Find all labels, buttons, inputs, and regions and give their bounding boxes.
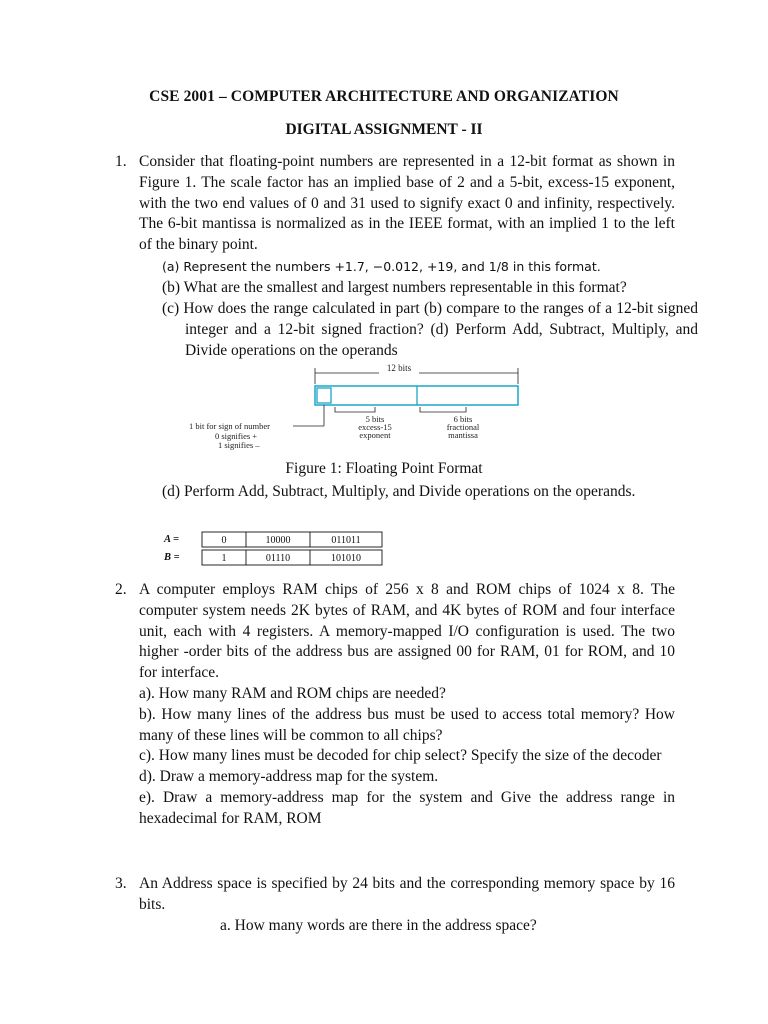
question-2-intro: A computer employs RAM chips of 256 x 8 and ROM chips of 1024 x 8. The computer system needs 2K bytes of RAM, and 4K bytes of ROM and four interface unit, each with 4 registers. A memory-mapped I/O configuration is used. The two higher -order bits of the address bus are assigned 00 for RAM, 01 for ROM, and 10 for interface. [139,581,675,682]
operand-b-exponent: 01110 [265,553,291,564]
question-2-part-e: e). Draw a memory-address map for the system and Give the address range in hexadecimal for RAM, ROM [139,788,675,827]
operand-table [160,530,385,566]
document-title: CSE 2001 – COMPUTER ARCHITECTURE AND ORGANIZATION [149,88,619,105]
question-2-part-d: d). Draw a memory-address map for the system. [139,768,439,786]
operand-a-label: A = [164,534,180,545]
question-1 [115,152,675,256]
operand-a-exponent: 10000 [265,535,291,546]
figure-1-caption: Figure 1: Floating Point Format [285,460,483,477]
mantissa-label-name: mantissa [448,430,478,440]
operand-b-label: B = [164,552,180,563]
question-2 [115,580,675,830]
total-bits-label: 12 bits [386,363,412,373]
question-1-part-d: (d) Perform Add, Subtract, Multiply, and Divide operations on the operands. [162,483,636,500]
mantissa-label-fractional: fractional [446,422,480,432]
question-1-part-c: (c) How does the range calculated in part (b) compare to the ranges of a 12-bit signed integer and a 12-bit signed fraction? (d) Perform Add, Subtract, Multiply, and Divide operations on the operands [162,300,698,359]
question-2-part-a: a). How many RAM and ROM chips are needed? [139,684,446,702]
operand-a-mantissa: 011011 [331,535,361,546]
question-1-part-b: (b) What are the smallest and largest numbers representable in this format? [162,279,627,296]
exponent-brace [335,407,375,412]
sign-one-meaning: 1 signifies – [218,440,260,450]
sign-zero-meaning: 0 signifies + [215,431,258,441]
question-2-part-c: c). How many lines must be decoded for chip select? Specify the size of the decoder [139,747,662,765]
question-1-intro: Consider that floating-point numbers are represented in a 12-bit format as shown in Figure 1. The scale factor has an implied base of 2 and a 5-bit, excess-15 exponent, with the two end values of 0 and 31 used to signify exact 0 and infinity, respectively. The 6-bit mantissa is normalized as in the IEEE format, with an implied 1 to the left of the binary point. [139,153,675,254]
question-3-number: 3. [115,875,127,892]
operand-a-sign: 0 [221,535,227,546]
question-2-part-b: b). How many lines of the address bus must be used to access total memory? How many of these lines will be common to all chips? [139,705,675,744]
question-3-intro: An Address space is specified by 24 bits and the corresponding memory space by 16 bits. [139,875,675,913]
question-3 [115,874,675,916]
question-1-number: 1. [115,153,127,170]
question-2-number: 2. [115,581,127,598]
question-3-part-a: a. How many words are there in the address space? [220,917,537,934]
operand-b-mantissa: 101010 [331,553,361,564]
floating-point-format-figure [185,362,530,454]
document-subtitle: DIGITAL ASSIGNMENT - II [285,121,483,138]
sign-bit-field [317,388,331,403]
exponent-label-bits: 5 bits [365,414,385,424]
mantissa-brace [420,407,466,412]
operand-b-sign: 1 [221,553,227,564]
exponent-label-excess: excess-15 [358,422,392,432]
mantissa-label-bits: 6 bits [453,414,473,424]
sign-bit-label: 1 bit for sign of number [189,421,270,431]
exponent-label-name: exponent [359,430,391,440]
question-1-part-a: (a) Represent the numbers +1.7, −0.012, +19, and 1/8 in this format. [162,259,601,274]
